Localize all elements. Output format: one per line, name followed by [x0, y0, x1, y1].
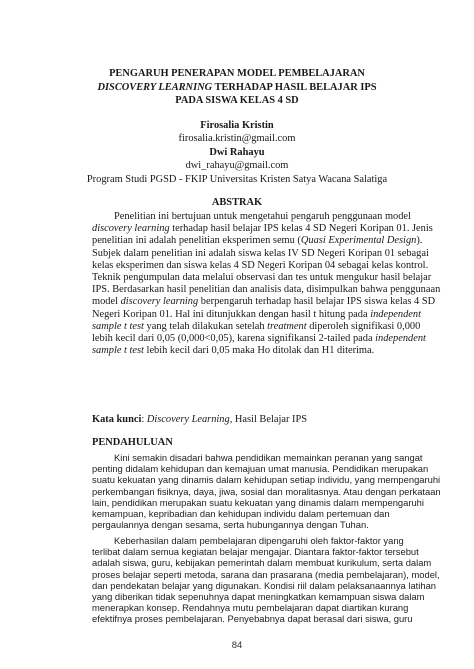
italic-term: Quasi Experimental Design: [300, 235, 417, 247]
keyword: Discovery Learning: [146, 414, 230, 425]
abstract-line: [92, 308, 421, 321]
keywords-separator: :: [141, 414, 147, 425]
body-line: perkembangan fisiknya, daya, jiwa, sosial dan moralitasnya. Atau dengan perkataan: [92, 485, 441, 497]
title-line: PADA SISWA KELAS 4 SD: [175, 95, 299, 106]
author-affiliation: Program Studi PGSD - FKIP Universitas Kristen Satya Wacana Salatiga: [86, 173, 388, 185]
author-email: firosalia.kristin@gmail.com: [178, 133, 296, 145]
body-line: menerapkan konsep. Rendahnya mutu pembelajaran dapat diartikan kurang: [92, 602, 409, 614]
abstract-line: [92, 345, 386, 357]
abstract-text: terhadap hasil belajar IPS kelas 4 SD Negeri Koripan 01. Jenis: [169, 223, 433, 235]
abstract-line: IPS. Berdasarkan hasil penelitian dan analisis data, disimpulkan bahwa penggunaan: [92, 284, 441, 296]
title-italic-term: DISCOVERY LEARNING: [97, 81, 213, 93]
abstract-line: [92, 332, 426, 345]
body-line: Keberhasilan dalam pembelajaran dipengaruhi oleh faktor-faktor yang: [114, 535, 404, 546]
keywords-label: Kata kunci: [92, 414, 142, 425]
abstract-text: ).: [416, 235, 423, 247]
italic-term: independent: [375, 332, 426, 344]
abstract-line: [92, 320, 421, 333]
abstract-text: yang telah dilakukan setelah: [143, 320, 268, 332]
body-line: proses belajar seperti metoda, sarana dan prasarana (media pembelajaran), model,: [92, 568, 440, 580]
abstract-line: Subjek dalam penelitian ini adalah siswa kelas IV SD Negeri Koripan 01 sebagai: [92, 247, 429, 259]
abstract-line: [92, 235, 423, 247]
italic-term: sample t test: [92, 345, 144, 357]
abstract-text: Negeri Koripan 01. Hal ini ditunjukkan dengan hasil t hitung pada: [92, 308, 371, 320]
italic-term: discovery learning: [92, 223, 170, 235]
author-name: Firosalia Kristin: [200, 120, 274, 131]
italic-term: treatment: [267, 320, 307, 332]
body-line: kemampuan, kepribadian dan kehidupan individu dalam pertemuan dan: [92, 507, 390, 519]
abstract-text: model: [92, 296, 121, 308]
abstract-line: [92, 296, 436, 308]
body-line: lain, pendidikan merupakan suatu kekuatan yang dinamis dalam mempengaruhi: [92, 496, 424, 508]
italic-term: sample t test: [92, 320, 144, 332]
abstract-line: [92, 223, 433, 235]
body-line: efektifnya proses pembelajaran. Penyebabnya dapat berasal dari siswa, guru: [92, 613, 413, 625]
abstract-text: diperoleh signifikasi 0,000: [306, 320, 421, 332]
title-text: TERHADAP HASIL BELAJAR IPS: [212, 81, 377, 93]
abstract-text: lebih kecil dari 0,05 (0,000<0,05), karena signifikansi 2-tailed pada: [92, 332, 376, 344]
body-line: penting didalam kehidupan dan kemajuan umat manusia. Pendidikan merupakan: [92, 463, 429, 475]
abstract-heading: ABSTRAK: [211, 197, 263, 208]
body-line: dan pendekatan belajar yang digunakan. Kondisi riil dalam pelaksanaannya latihan: [92, 579, 436, 591]
body-line: adalah siswa, guru, kebijakan pemerintah dalam membuat kurikulum, serta dalam: [92, 557, 432, 569]
abstract-body: [92, 211, 441, 357]
keyword: , Hasil Belajar IPS: [229, 414, 308, 425]
abstract-text: penelitian ini adalah penelitian eksperimen semu (: [92, 235, 301, 247]
italic-term: independent: [370, 308, 421, 320]
author-block: [60, 119, 414, 186]
abstract-line: kelas eksperimen dan siswa kelas 4 SD Negeri Koripan 04 sebagai kelas kontrol.: [92, 259, 429, 271]
title-line: PENGARUH PENERAPAN MODEL PEMBELAJARAN: [109, 68, 365, 79]
section-heading: PENDAHULUAN: [92, 437, 173, 448]
page-number: 84: [231, 640, 243, 651]
body-line: suatu kekuatan yang dinamis dalam kehidupan setiap individu, yang mempengaruhi: [92, 474, 441, 486]
abstract-text: berpengaruh terhadap hasil belajar IPS siswa kelas 4 SD: [198, 296, 436, 308]
italic-term: discovery learning: [120, 296, 199, 308]
body-line: pergaulannya dengan sesama, serta hubungannya dengan Tuhan.: [92, 519, 369, 531]
body-line: yang diberikan tidak sepenuhnya dapat meningkatkan kemampuan siswa dalam: [92, 590, 425, 602]
body-line: terlibat dalam semua kegiatan belajar mengajar. Diantara faktor-faktor tersebut: [92, 546, 419, 558]
body-line: Kini semakin disadari bahwa pendidikan memainkan peranan yang sangat: [114, 452, 423, 463]
paper-title: [60, 67, 414, 108]
keywords-line: [92, 414, 386, 427]
body-paragraph: [92, 535, 440, 625]
title-line: [60, 81, 414, 95]
body-paragraph: [92, 452, 441, 531]
author-name: Dwi Rahayu: [209, 146, 265, 158]
abstract-line: Teknik pengumpulan data melalui observasi dan tes untuk mengukur hasil belajar: [92, 271, 432, 283]
abstract-line: Penelitian ini bertujuan untuk mengetahui pengaruh penggunaan model: [114, 211, 411, 222]
author-email: dwi_rahayu@gmail.com: [185, 160, 289, 172]
abstract-text: lebih kecil dari 0,05 maka Ho ditolak dan H1 diterima.: [143, 345, 375, 357]
